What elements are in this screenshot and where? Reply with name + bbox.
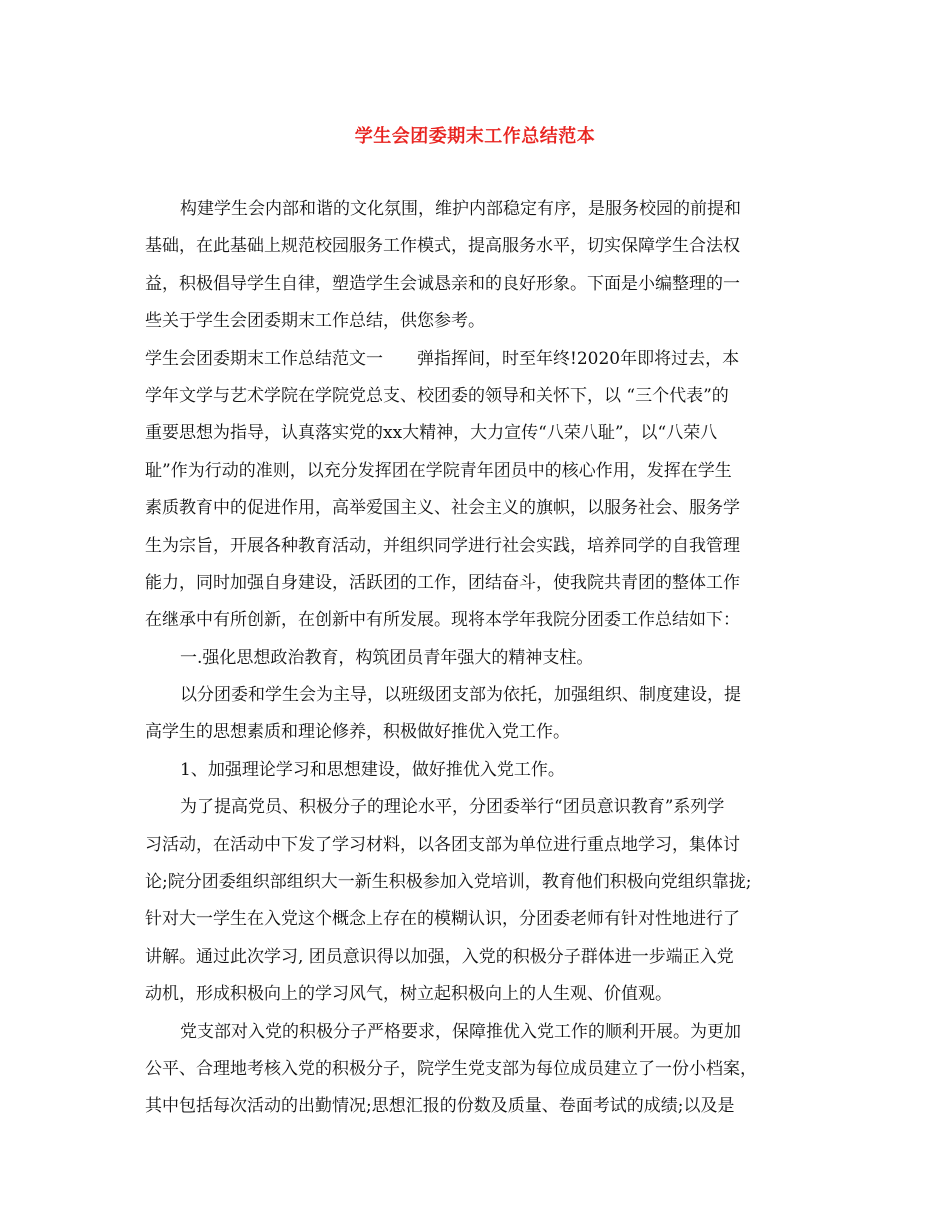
- document-body: [145, 191, 805, 1126]
- body-text-line: 为了提高党员、积极分子的理论水平，分团委举行“团员意识教育”系列学: [180, 797, 725, 818]
- body-text-line: 学年文学与艺术学院在学院党总支、校团委的领导和关怀下，以 “三个代表”的: [145, 385, 729, 406]
- body-text-line: 党支部对入党的积极分子严格要求，保障推优入党工作的顺利开展。为更加: [180, 1021, 741, 1042]
- body-text-line: 在继承中有所创新，在创新中有所发展。现将本学年我院分团委工作总结如下：: [145, 610, 740, 631]
- body-text-line: 生为宗旨，开展各种教育活动，并组织同学进行社会实践，培养同学的自我管理: [145, 535, 740, 556]
- body-text-line: 耻”作为行动的准则，以充分发挥团在学院青年团员中的核心作用，发挥在学生: [145, 460, 732, 481]
- body-text-line: 1、加强理论学习和思想建设，做好推优入党工作。: [180, 759, 565, 780]
- body-text-line: 重要思想为指导，认真落实党的xx大精神，大力宣传“八荣八耻”，以“八荣八: [145, 423, 718, 444]
- body-text-line: 能力，同时加强自身建设，活跃团的工作，团结奋斗，使我院共青团的整体工作: [145, 572, 740, 593]
- body-text-line: 高学生的思想素质和理论修养，积极做好推优入党工作。: [145, 722, 570, 743]
- document-title: 学生会团委期末工作总结范本: [354, 126, 596, 147]
- body-text-line: 论;院分团委组织部组织大一新生积极参加入党培训，教育他们积极向党组织靠拢;: [145, 872, 752, 893]
- body-text-line: 其中包括每次活动的出勤情况;思想汇报的份数及质量、卷面考试的成绩;以及是: [145, 1096, 735, 1117]
- body-text-line: 针对大一学生在入党这个概念上存在的模糊认识，分团委老师有针对性地进行了: [145, 909, 740, 930]
- body-text-line: 构建学生会内部和谐的文化氛围，维护内部稳定有序，是服务校园的前提和: [180, 199, 741, 219]
- body-text-line: 习活动，在活动中下发了学习材料，以各团支部为单位进行重点地学习，集体讨: [145, 834, 740, 855]
- body-text-line: 公平、合理地考核入党的积极分子，院学生党支部为每位成员建立了一份小档案，: [145, 1058, 757, 1079]
- body-text-line: 以分团委和学生会为主导，以班级团支部为依托，加强组织、制度建设，提: [180, 685, 741, 706]
- body-text-line: 一.强化思想政治教育，构筑团员青年强大的精神支柱。: [180, 647, 594, 668]
- body-text-line: 素质教育中的促进作用，高举爱国主义、社会主义的旗帜，以服务社会、服务学: [145, 498, 740, 519]
- body-text-line: 讲解。通过此次学习, 团员意识得以加强，入党的积极分子群体进一步端正入党: [145, 946, 734, 967]
- body-text-line: 基础，在此基础上规范校园服务工作模式，提高服务水平，切实保障学生合法权: [145, 236, 740, 257]
- body-text-line: 学生会团委期末工作总结范文一 弹指挥间，时至年终!2020年即将过去，本: [145, 348, 740, 369]
- body-text-line: 些关于学生会团委期末工作总结，供您参考。: [145, 311, 485, 332]
- body-text-line: 益，积极倡导学生自律，塑造学生会诚恳亲和的良好形象。下面是小编整理的一: [145, 273, 740, 294]
- body-text-line: 动机，形成积极向上的学习风气，树立起积极向上的人生观、价值观。: [145, 984, 672, 1005]
